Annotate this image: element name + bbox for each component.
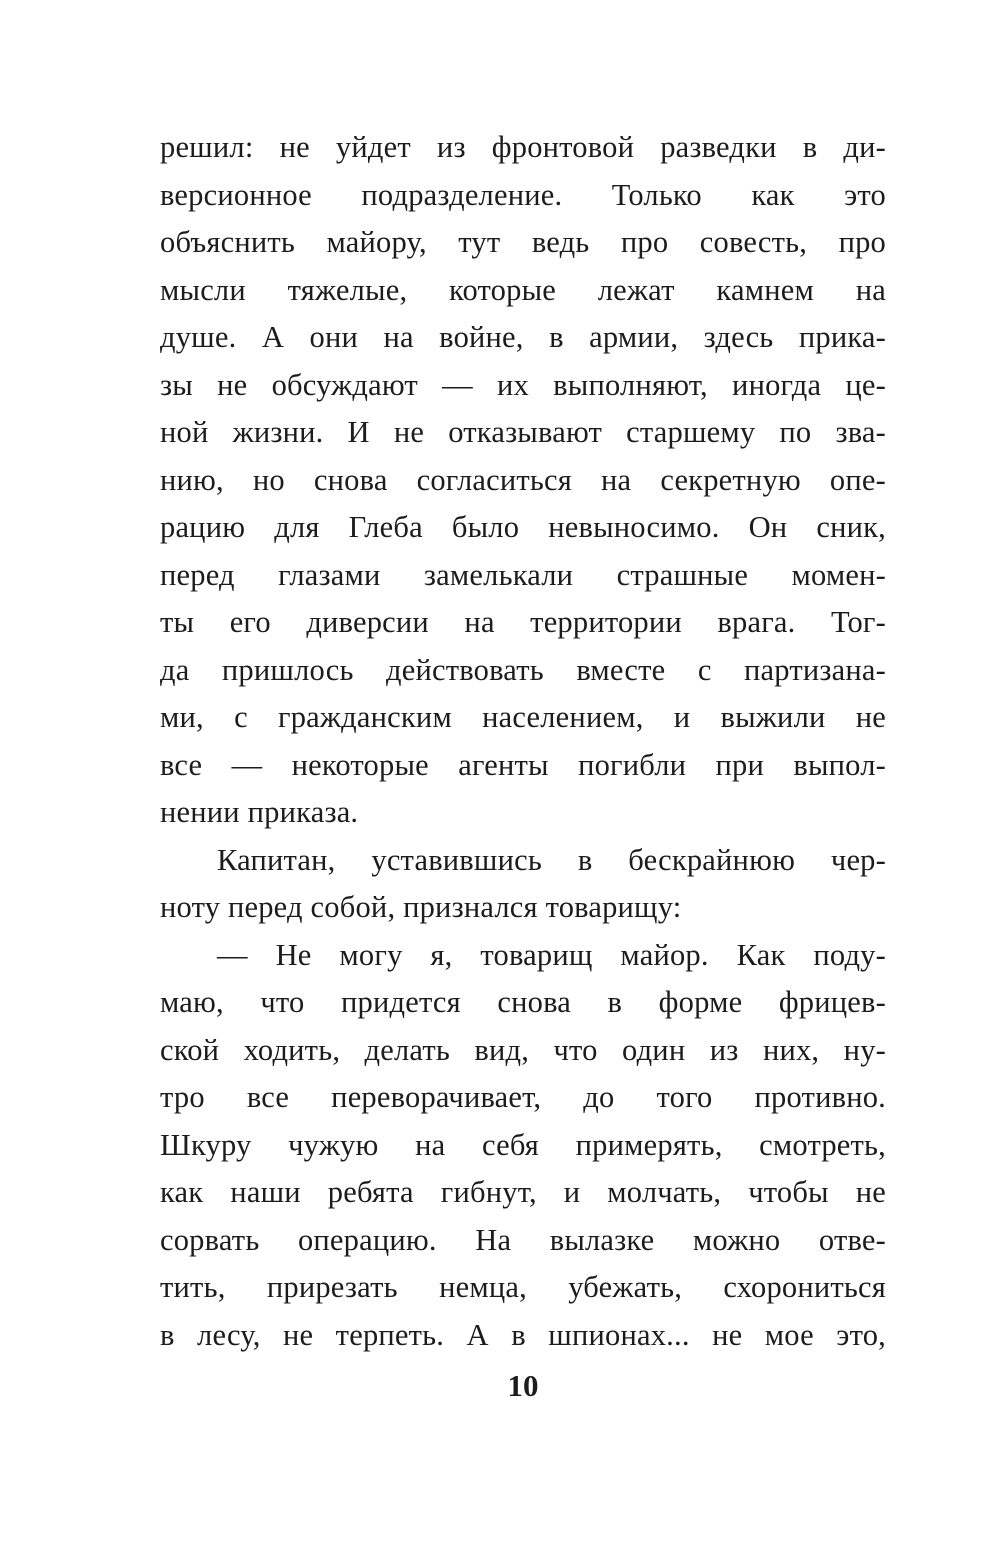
text-line: рацию для Глеба было невыносимо. Он сник,	[160, 510, 886, 544]
text-line: Шкуру чужую на себя примерять, смотреть,	[160, 1127, 886, 1162]
text-line: объяснить майору, тут ведь про совесть, про	[160, 225, 886, 259]
text-line: Капитан, уставившись в бескрайнюю чер-	[217, 842, 886, 877]
text-line: ной жизни. И не отказывают старшему по зва-	[160, 415, 886, 449]
text-line: тить, прирезать немца, убежать, схорониться	[160, 1270, 886, 1304]
text-line: версионное подразделение. Только как это	[160, 177, 886, 212]
text-line: тро все переворачивает, до того противно.	[160, 1080, 886, 1114]
text-line: душе. А они на войне, в армии, здесь прика-	[160, 320, 886, 354]
text-line: мысли тяжелые, которые лежат камнем на	[160, 272, 886, 307]
text-line: перед глазами замелькали страшные момен-	[160, 557, 886, 592]
text-line: ской ходить, делать вид, что один из них, ну-	[160, 1032, 886, 1067]
text-line: маю, что придется снова в форме фрицев-	[160, 985, 886, 1019]
text-line: ты его диверсии на территории врага. Тог-	[160, 605, 886, 639]
text-line: как наши ребята гибнут, и молчать, чтобы не	[160, 1175, 886, 1209]
text-line: ноту перед собой, признался товарищу:	[160, 890, 682, 924]
page-number: 10	[507, 1368, 539, 1403]
text-line: в лесу, не терпеть. А в шпионах... не мое это,	[160, 1317, 886, 1352]
text-block	[160, 124, 886, 1359]
text-line: нении приказа.	[160, 795, 359, 829]
text-line: нию, но снова согласиться на секретную опе-	[160, 462, 886, 497]
text-line: все — некоторые агенты погибли при выпол-	[160, 747, 886, 782]
text-line: сорвать операцию. На вылазке можно отве-	[160, 1222, 886, 1257]
text-line: решил: не уйдет из фронтовой разведки в ди-	[160, 130, 886, 164]
text-line: зы не обсуждают — их выполняют, иногда це-	[160, 367, 886, 402]
text-line: — Не могу я, товарищ майор. Как поду-	[217, 937, 886, 972]
text-line: ми, с гражданским населением, и выжили не	[160, 700, 886, 734]
text-line: да пришлось действовать вместе с партизана-	[160, 652, 886, 687]
